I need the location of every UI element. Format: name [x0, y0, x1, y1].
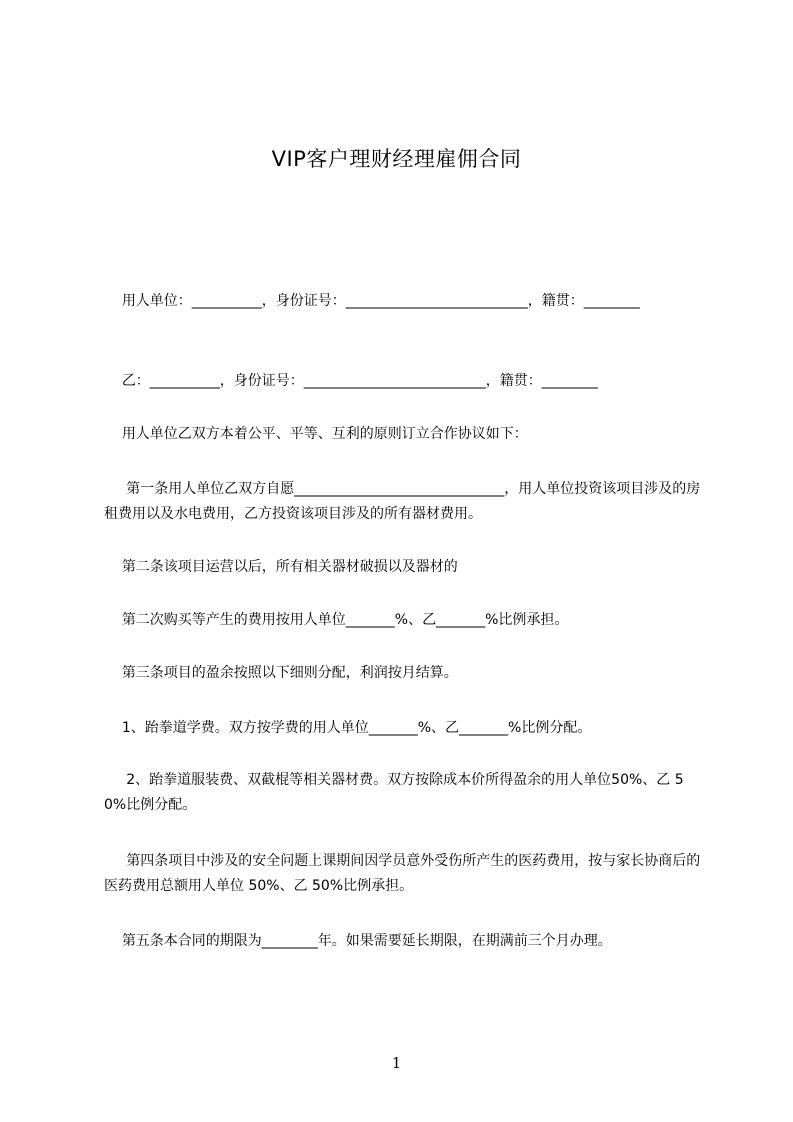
paragraph-article-4: 第四条项目中涉及的安全问题上课期间因学员意外受伤所产生的医药费用，按与家长协商后的医药费用总额用人单位 50%、乙 50%比例承担。: [104, 853, 701, 894]
page-number: 1: [391, 1054, 402, 1072]
paragraph-article-3-item-2: 2、跆拳道服装费、双截棍等相关器材费。双方按除成本价所得盈余的用人单位50%、乙 50%比例分配。: [104, 772, 684, 813]
page-title: VIP客户理财经理雇佣合同: [271, 147, 522, 171]
paragraph-article-3: 第三条项目的盈余按照以下细则分配，利润按月结算。: [104, 665, 458, 681]
paragraph-article-3-item-1: 1、跆拳道学费。双方按学费的用人单位_______%、乙_______%比例分配。: [104, 720, 592, 736]
paragraph-employer-info: 用人单位：__________，身份证号：__________________________，籍贯：________: [104, 293, 640, 309]
paragraph-preamble: 用人单位乙双方本着公平、平等、互利的原则订立合作协议如下：: [104, 426, 528, 442]
paragraph-article-5: 第五条本合同的期限为________年。如果需要延长期限，在期满前三个月办理。: [104, 933, 612, 949]
paragraph-article-2-cont: 第二次购买等产生的费用按用人单位_______%、乙_______%比例承担。: [104, 612, 569, 628]
paragraph-article-1: 第一条用人单位乙双方自愿______________________________，用人单位投资该项目涉及的房租费用以及水电费用，乙方投资该项目涉及的所有器材费用。: [104, 481, 701, 522]
paragraph-article-2: 第二条该项目运营以后，所有相关器材破损以及器材的: [104, 559, 458, 575]
paragraph-party-b-info: 乙：__________，身份证号：__________________________，籍贯：________: [104, 373, 598, 389]
